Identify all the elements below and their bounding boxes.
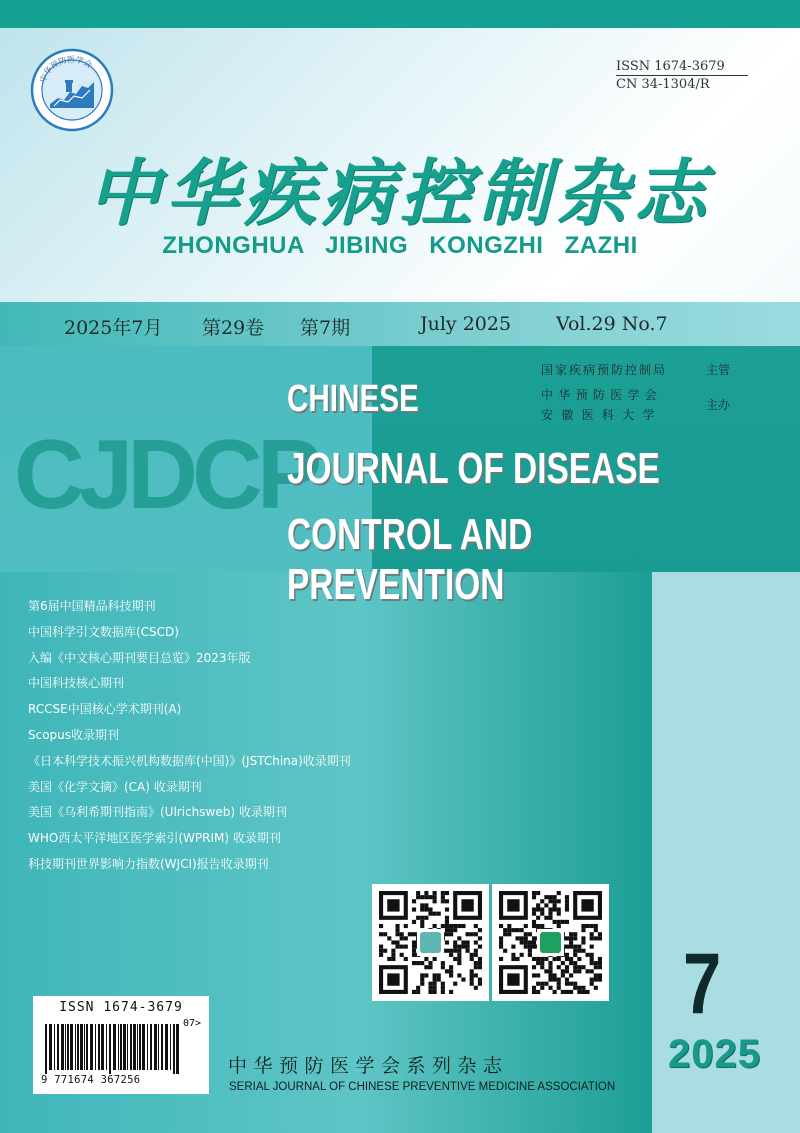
barcode-digits: 9 771674 367256 [41,1074,141,1086]
cn-text: CN 34-1304/R [616,77,710,92]
qr-code-icon [499,891,602,994]
journal-abbreviation: CJDCP [14,419,317,529]
series-name-chinese: 中华预防医学会系列杂志 [228,1055,509,1077]
indexing-item: RCCSE中国核心学术期刊(A) [28,702,182,717]
journal-title-chinese: 中华疾病控制杂志 [87,150,712,235]
supervisor-role: 主管 [706,363,731,377]
qr-code-wechat[interactable] [492,884,609,1001]
english-title-line-2: JOURNAL OF DISEASE [287,444,660,493]
isbn-barcode [33,996,209,1094]
barcode-bars-icon [45,1024,179,1074]
issue-year-large: 2025 [668,1032,761,1076]
svg-text:中华预防医学会: 中华预防医学会 [38,54,94,84]
issue-date-en: July 2025 [420,313,512,335]
supervisor-name: 国家疾病预防控制局 [541,363,668,377]
indexing-item: 中国科学引文数据库(CSCD) [28,624,179,639]
association-seal-logo [30,48,114,132]
issue-volume-cn: 第29卷 [202,317,265,339]
indexing-item: 中国科技核心期刊 [28,676,125,691]
issn-text: ISSN 1674-3679 [616,58,748,76]
series-name-english: SERIAL JOURNAL OF CHINESE PREVENTIVE MEDICINE ASSOCIATION [229,1081,616,1093]
indexing-item: 入编《中文核心期刊要目总览》2023年版 [28,650,251,665]
english-title-line-1: CHINESE [287,378,419,420]
host-role: 主办 [706,398,731,412]
host-name-2: 安徽医科大学 [541,408,663,422]
indexing-item: 《日本科学技术振兴机构数据库(中国)》(JSTChina)收录期刊 [28,753,351,768]
issue-date-band [0,302,800,346]
issue-number-large: 7 [683,936,722,1032]
barcode-issn: ISSN 1674-3679 [59,1000,183,1015]
indexing-item: 美国《乌利希期刊指南》(Ulrichsweb) 收录期刊 [28,805,287,820]
indexing-item: WHO西太平洋地区医学索引(WPRIM) 收录期刊 [28,831,281,846]
qr-code-icon [379,891,482,994]
english-title-line-3: CONTROL AND PREVENTION [287,510,533,609]
issue-date-cn: 2025年7月 [64,317,163,339]
indexing-item: Scopus收录期刊 [28,727,120,742]
issn-cn-block [616,58,748,93]
indexing-item: 美国《化学文摘》(CA) 收录期刊 [28,779,202,794]
issue-number-cn: 第7期 [300,317,351,339]
barcode-addon: 07> [183,1018,202,1029]
indexing-item: 科技期刊世界影响力指数(WJCI)报告收录期刊 [28,856,269,871]
indexing-item: 第6届中国精品科技期刊 [28,599,156,613]
issue-vol-no-en: Vol.29 No.7 [556,313,668,335]
host-name-1: 中华预防医学会 [541,388,663,402]
journal-title-pinyin: ZHONGHUA JIBING KONGZHI ZAZHI [162,232,638,259]
indexing-list [28,594,351,878]
qr-code-website[interactable] [372,884,489,1001]
top-color-strip [0,0,800,28]
